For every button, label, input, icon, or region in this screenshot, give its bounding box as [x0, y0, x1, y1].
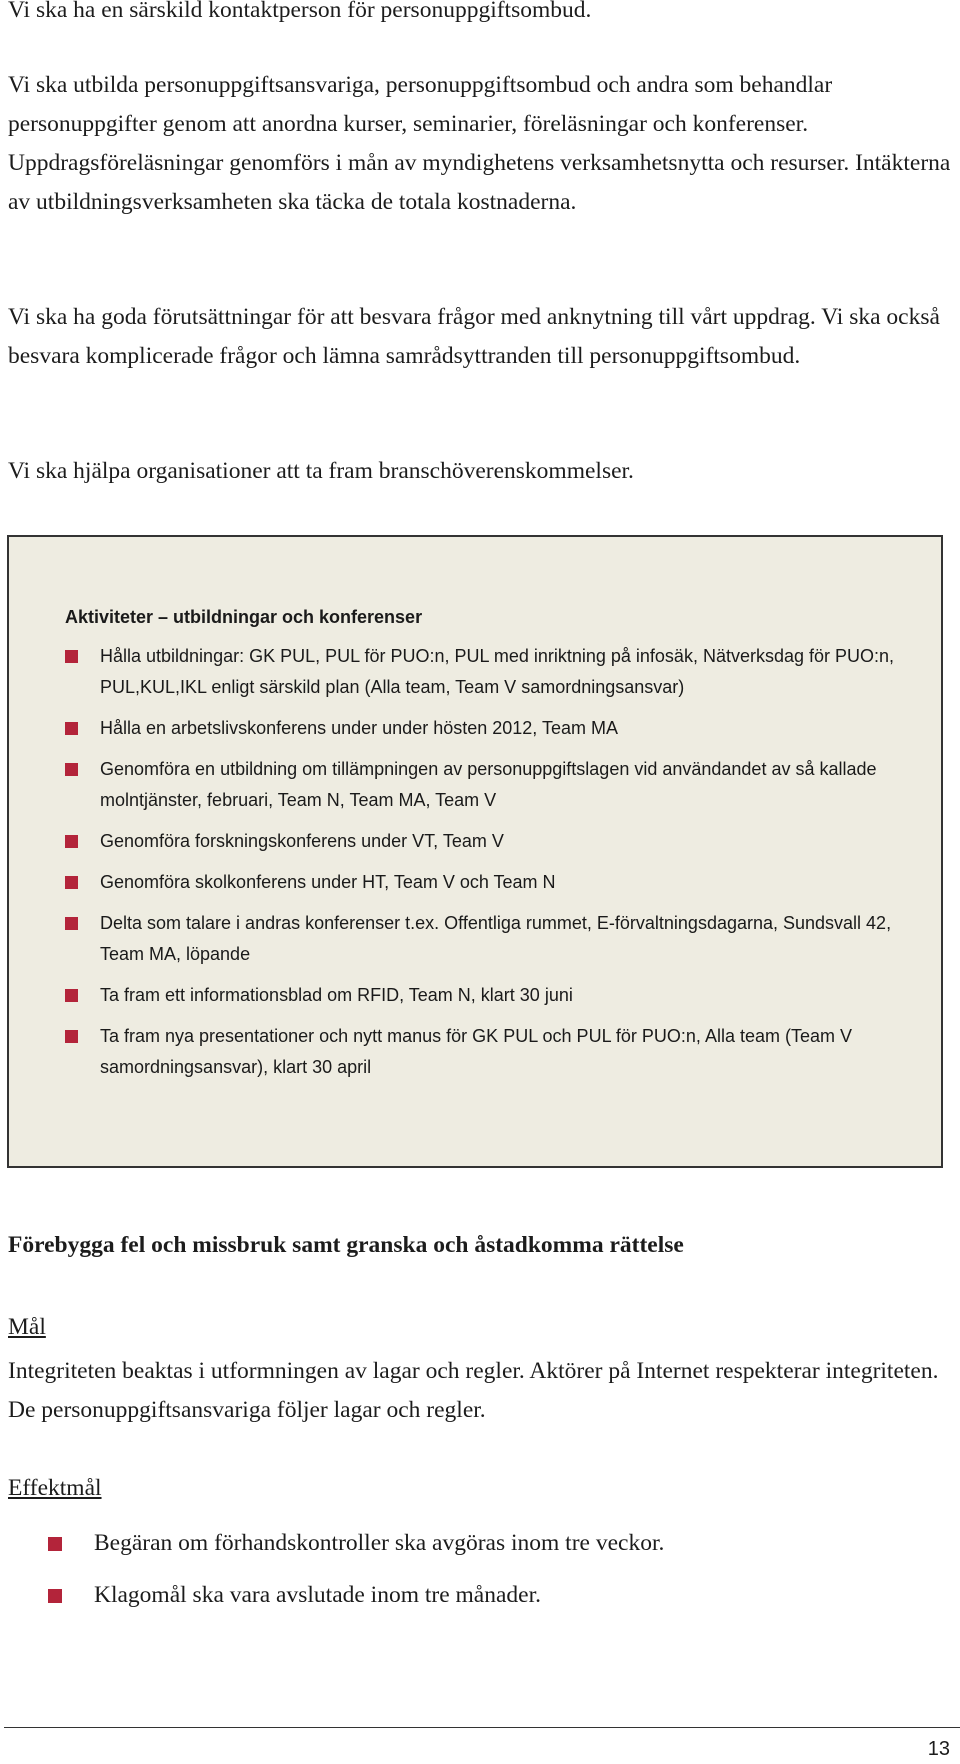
list-item: [65, 867, 895, 898]
list-item-text: Ta fram ett informationsblad om RFID, Team N, klart 30 juni: [100, 985, 573, 1005]
list-item-text: Begäran om förhandskontroller ska avgöras inom tre veckor.: [94, 1530, 665, 1556]
square-bullet-icon: [65, 917, 78, 930]
list-item-text: Genomföra forskningskonferens under VT, Team V: [100, 831, 504, 851]
goal-label: Mål: [8, 1314, 46, 1340]
square-bullet-icon: [65, 650, 78, 663]
list-item-text: Genomföra skolkonferens under HT, Team V och Team N: [100, 872, 556, 892]
effect-goal-list: [48, 1526, 664, 1630]
square-bullet-icon: [65, 1030, 78, 1043]
paragraph-industry-agreements: Vi ska hjälpa organisationer att ta fram branschöverenskommelser.: [8, 458, 634, 484]
square-bullet-icon: [65, 876, 78, 889]
section-heading: Förebygga fel och missbruk samt granska och åstadkomma rättelse: [8, 1232, 684, 1258]
footer-divider: [4, 1727, 960, 1728]
list-item-text: Genomföra en utbildning om tillämpningen av personuppgiftslagen vid användandet av så kallade molntjänster, februari, Team N, Team MA, Team V: [100, 759, 877, 810]
paragraph-education: Vi ska utbilda personuppgiftsansvariga, personuppgiftsombud och andra som behandlar personuppgifter genom att anordna kurser, seminarier, föreläsningar och konferenser. Uppdragsföreläsningar genomförs i mån av myndighetens verksamhetsnytta och resurser. Intäkterna av utbildningsverksamheten ska täcka de totala kostnaderna.: [8, 72, 951, 215]
list-item-text: Hålla en arbetslivskonferens under under hösten 2012, Team MA: [100, 718, 618, 738]
paragraph-questions: Vi ska ha goda förutsättningar för att besvara frågor med anknytning till vårt uppdrag. Vi ska också besvara komplicerade frågor och lämna samrådsyttranden till personuppgiftsombud.: [8, 304, 940, 369]
square-bullet-icon: [65, 989, 78, 1002]
list-item-text: Ta fram nya presentationer och nytt manus för GK PUL och PUL för PUO:n, Alla team (Team V samordningsansvar), klart 30 april: [100, 1026, 852, 1077]
activities-list: [65, 641, 895, 1093]
goal-text: Integriteten beaktas i utformningen av lagar och regler. Aktörer på Internet respekterar integriteten. De personuppgiftsansvariga följer lagar och regler.: [8, 1358, 939, 1423]
list-item: [65, 641, 895, 703]
square-bullet-icon: [65, 763, 78, 776]
list-item: [65, 980, 895, 1011]
list-item: [65, 826, 895, 857]
activities-title: Aktiviteter – utbildningar och konferenser: [65, 607, 423, 627]
list-item: [65, 1021, 895, 1083]
square-bullet-icon: [48, 1589, 62, 1603]
list-item: [48, 1578, 664, 1612]
list-item-text: Delta som talare i andras konferenser t.ex. Offentliga rummet, E-förvaltningsdagarna, Sundsvall 42, Team MA, löpande: [100, 913, 892, 964]
effect-goal-label: Effektmål: [8, 1475, 102, 1501]
list-item-text: Klagomål ska vara avslutade inom tre månader.: [94, 1582, 541, 1608]
square-bullet-icon: [48, 1537, 62, 1551]
list-item: [65, 908, 895, 970]
page-number: 13: [927, 1738, 950, 1760]
list-item: [65, 754, 895, 816]
list-item-text: Hålla utbildningar: GK PUL, PUL för PUO:n, PUL med inriktning på infosäk, Nätverksdag för PUO:n, PUL,KUL,IKL enligt särskild plan (Alla team, Team V samordningsansvar): [100, 646, 895, 697]
paragraph-contact-person: Vi ska ha en särskild kontaktperson för personuppgiftsombud.: [8, 0, 592, 23]
square-bullet-icon: [65, 722, 78, 735]
square-bullet-icon: [65, 835, 78, 848]
list-item: [65, 713, 895, 744]
list-item: [48, 1526, 664, 1560]
activities-box: [7, 535, 943, 1168]
